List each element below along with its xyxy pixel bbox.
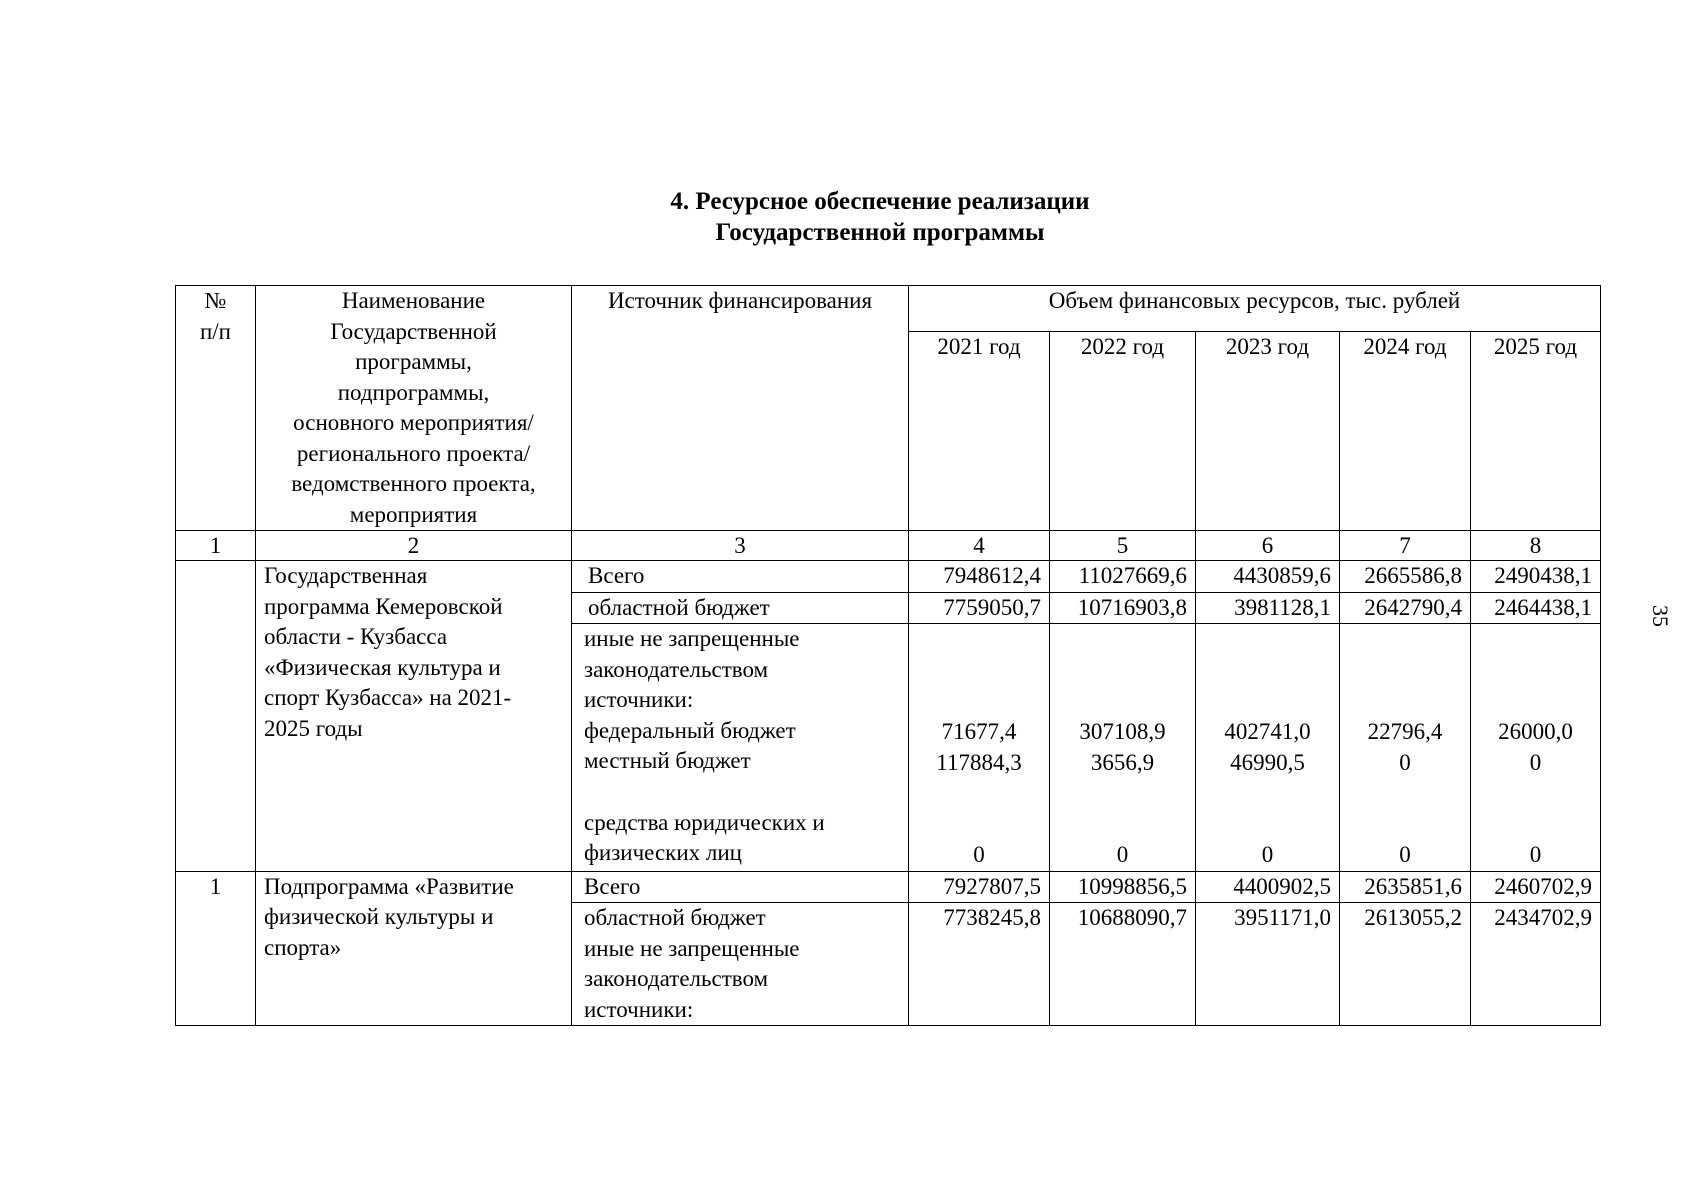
program-name-line: области - Кузбасса	[264, 624, 448, 649]
value-cell: 10688090,7	[1050, 903, 1196, 1026]
value-cell: 3951171,0	[1196, 903, 1340, 1026]
subprogram-no: 1	[176, 871, 256, 1026]
subprogram-name-line: Подпрограмма «Развитие	[264, 873, 514, 899]
value-cell: 2613055,2	[1340, 903, 1471, 1026]
source-cell: Всего	[572, 561, 909, 593]
value-cell-other	[1471, 624, 1601, 872]
value-cell: 7927807,5	[909, 871, 1050, 903]
legal-value: 0	[1116, 842, 1129, 867]
value-cell-other	[1050, 624, 1196, 872]
column-number: 2	[256, 531, 572, 561]
program-row-total	[176, 561, 1601, 593]
page-number: 35	[1648, 605, 1673, 627]
legal-value: 0	[973, 842, 985, 867]
header-name	[256, 286, 572, 531]
header-name-line: Государственной	[330, 318, 497, 344]
legal-value: 0	[1399, 842, 1411, 867]
value-cell: 4400902,5	[1196, 871, 1340, 903]
header-source: Источник финансирования	[572, 286, 909, 531]
source-line: средства юридических и	[584, 809, 825, 835]
subprogram-name	[256, 871, 572, 1026]
source-line: иные не запрещенные	[584, 626, 800, 651]
header-year: 2023 год	[1196, 332, 1340, 531]
program-name-line: Государственная	[264, 563, 428, 588]
federal-value: 22796,4	[1367, 719, 1443, 744]
value-cell: 7759050,7	[909, 592, 1050, 624]
source-line: законодательством	[584, 966, 769, 991]
header-year: 2024 год	[1340, 332, 1471, 531]
value-cell: 2464438,1	[1471, 592, 1601, 624]
value-cell-other	[1340, 624, 1471, 872]
program-name-line: «Физическая культура и	[264, 654, 501, 680]
header-name-line: ведомственного проекта,	[291, 471, 536, 496]
header-name-line: программы,	[355, 349, 472, 374]
header-year: 2025 год	[1471, 332, 1601, 531]
header-name-line: регионального проекта/	[296, 440, 531, 466]
local-value: 3656,9	[1090, 749, 1155, 775]
value-cell: 10716903,8	[1050, 592, 1196, 624]
column-number: 6	[1196, 531, 1340, 561]
source-line: областной бюджет	[584, 905, 766, 930]
column-number: 8	[1471, 531, 1601, 561]
spacer	[584, 777, 900, 808]
column-number: 3	[572, 531, 909, 561]
program-name-line: 2025 годы	[264, 715, 363, 741]
page-title	[0, 186, 1697, 248]
source-line: физических лиц	[584, 840, 742, 865]
subprogram-name-line: физической культуры и	[264, 904, 494, 929]
local-value: 0	[1399, 749, 1411, 775]
source-cell-regional	[572, 903, 909, 1026]
value-cell: 2490438,1	[1471, 561, 1601, 593]
value-cell: 7948612,4	[909, 561, 1050, 593]
title-line-1: 4. Ресурсное обеспечение реализации	[670, 188, 1090, 215]
header-no-line: п/п	[199, 318, 231, 344]
federal-value: 307108,9	[1079, 719, 1166, 744]
column-number: 1	[176, 531, 256, 561]
source-line: законодательством	[584, 656, 769, 682]
source-cell: областной бюджет	[572, 592, 909, 624]
column-number: 7	[1340, 531, 1471, 561]
header-name-line: мероприятия	[349, 501, 478, 527]
header-row-1	[176, 286, 1601, 332]
value-cell: 2635851,6	[1340, 871, 1471, 903]
subprogram-row-total	[176, 871, 1601, 903]
source-line: федеральный бюджет	[584, 717, 796, 743]
header-no	[176, 286, 256, 531]
header-no-line: №	[204, 288, 227, 313]
title-line-2: Государственной программы	[715, 219, 1045, 246]
legal-value: 0	[1261, 842, 1274, 867]
source-line: источники:	[584, 996, 694, 1022]
source-cell: Всего	[572, 871, 909, 903]
value-cell: 2642790,4	[1340, 592, 1471, 624]
source-cell-other	[572, 624, 909, 872]
source-line: местный бюджет	[584, 748, 751, 773]
local-value: 117884,3	[936, 749, 1022, 775]
source-line: иные не запрещенные	[584, 935, 800, 961]
local-value: 0	[1529, 749, 1542, 775]
value-cell: 2434702,9	[1471, 903, 1601, 1026]
subprogram-name-line: спорта»	[264, 934, 342, 960]
header-name-line: основного мероприятия/	[293, 410, 534, 435]
federal-value: 71677,4	[941, 719, 1017, 744]
program-no	[176, 561, 256, 872]
value-cell-other	[909, 624, 1050, 872]
source-line: источники:	[584, 687, 694, 712]
header-name-line: подпрограммы,	[337, 379, 490, 405]
federal-value: 26000,0	[1498, 719, 1573, 744]
value-cell: 2665586,8	[1340, 561, 1471, 593]
column-number-row	[176, 531, 1601, 561]
federal-value: 402741,0	[1224, 719, 1311, 744]
local-value: 46990,5	[1230, 749, 1305, 775]
value-cell: 3981128,1	[1196, 592, 1340, 624]
program-name-line: программа Кемеровской	[264, 593, 503, 619]
value-cell: 2460702,9	[1471, 871, 1601, 903]
header-year: 2021 год	[909, 332, 1050, 531]
resource-table	[175, 285, 1601, 1026]
value-cell: 10998856,5	[1050, 871, 1196, 903]
header-name-line: Наименование	[341, 288, 486, 313]
column-number: 4	[909, 531, 1050, 561]
program-name-line: спорт Кузбасса» на 2021-	[264, 685, 512, 710]
header-volume: Объем финансовых ресурсов, тыс. рублей	[909, 286, 1601, 332]
value-cell: 7738245,8	[909, 903, 1050, 1026]
legal-value: 0	[1529, 842, 1542, 867]
value-cell: 4430859,6	[1196, 561, 1340, 593]
header-year: 2022 год	[1050, 332, 1196, 531]
column-number: 5	[1050, 531, 1196, 561]
value-cell-other	[1196, 624, 1340, 872]
value-cell: 11027669,6	[1050, 561, 1196, 593]
program-name	[256, 561, 572, 872]
